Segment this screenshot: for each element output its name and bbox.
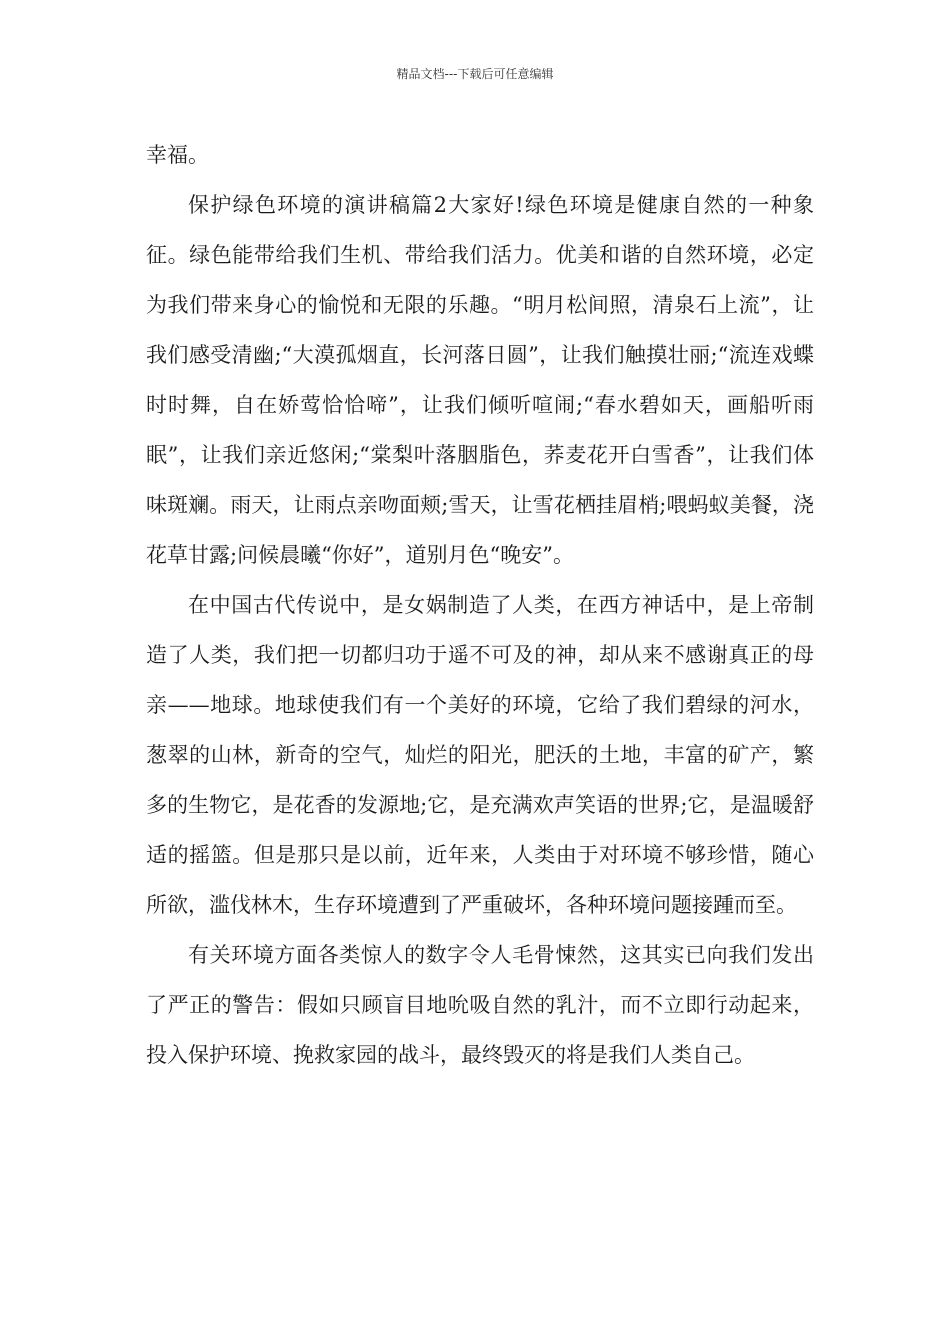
paragraph-continuation: 幸福。: [146, 143, 209, 167]
paragraph-warning: 有关环境方面各类惊人的数字令人毛骨悚然，这其实已向我们发出了严正的警告：假如只顾盲目地吮吸自然的乳汁，而不立即行动起来，投入保护环境、挽救家园的战斗，最终毁灭的将是我们人类自己。: [146, 943, 814, 1067]
page-header: 精品文档---下载后可任意编辑: [396, 67, 554, 81]
paragraph-mother-earth: 在中国古代传说中，是女娲制造了人类，在西方神话中，是上帝制造了人类，我们把一切都归功于遥不可及的神，却从来不感谢真正的母亲——地球。地球使我们有一个美好的环境，它给了我们碧绿的河水，葱翠的山林，新奇的空气，灿烂的阳光，肥沃的土地，丰富的矿产，繁多的生物它，是花香的发源地;它，是充满欢声笑语的世界;它，是温暖舒适的摇篮。但是那只是以前，近年来，人类由于对环境不够珍惜，随心所欲，滥伐林木，生存环境遭到了严重破坏，各种环境问题接踵而至。: [146, 593, 814, 917]
paragraph-green-environment-speech: 保护绿色环境的演讲稿篇2大家好!绿色环境是健康自然的一种象征。绿色能带给我们生机、带给我们活力。优美和谐的自然环境，必定为我们带来身心的愉悦和无限的乐趣。“明月松间照，清泉石上流”，让我们感受清幽;“大漠孤烟直，长河落日圆”，让我们触摸壮丽;“流连戏蝶时时舞，自在娇莺恰恰啼”，让我们倾听喧闹;“春水碧如天，画船听雨眠”，让我们亲近悠闲;“棠梨叶落胭脂色，荞麦花开白雪香”，让我们体味斑斓。雨天，让雨点亲吻面颊;雪天，让雪花栖挂眉梢;喂蚂蚁美餐，浇花草甘露;问候晨曦“你好”，道别月色“晚安”。: [146, 193, 814, 567]
document-body: [146, 130, 814, 1080]
